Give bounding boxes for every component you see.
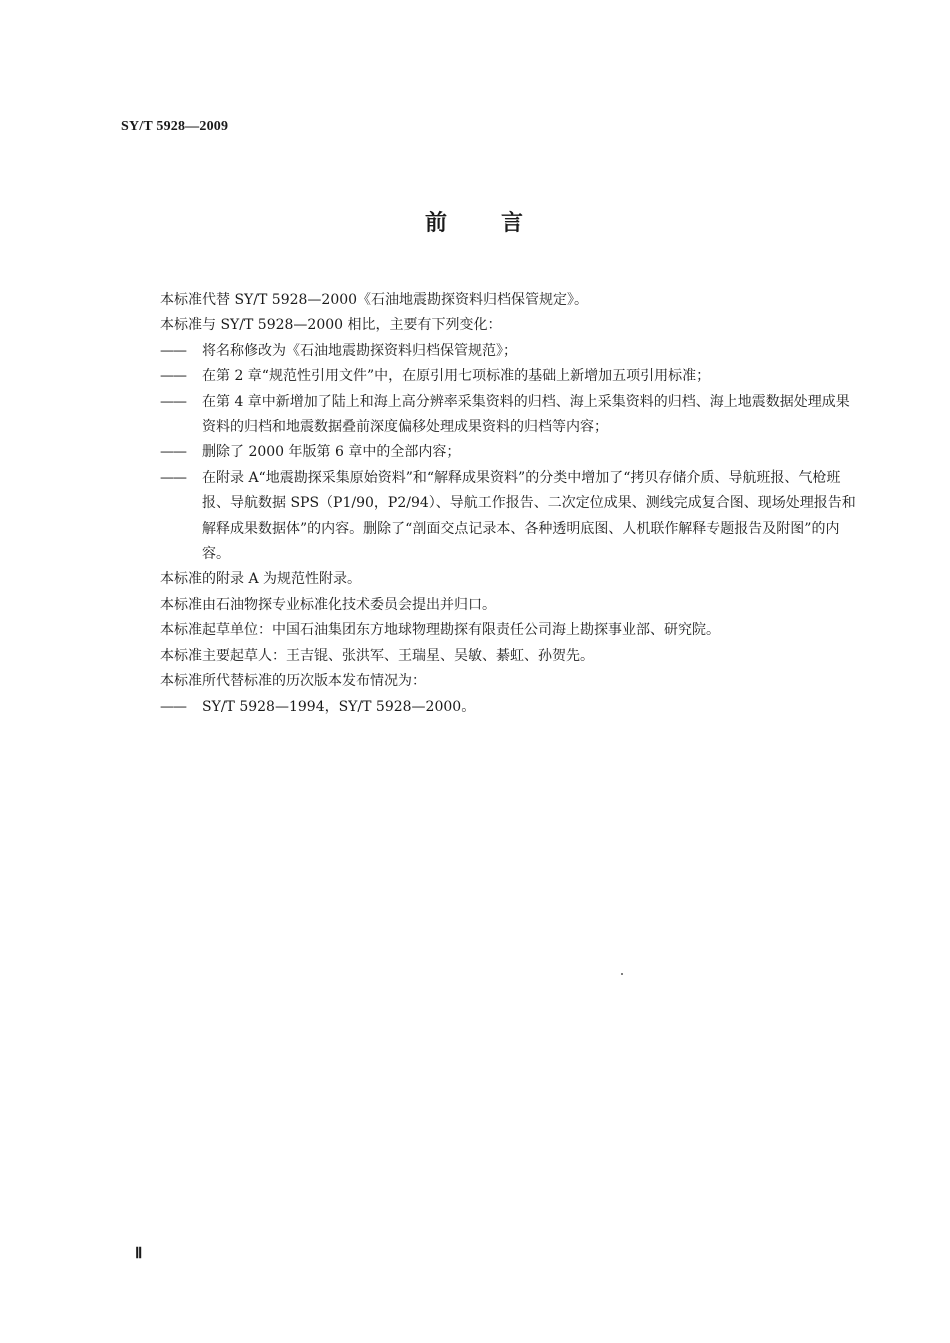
list-item-text: 在第 4 章中新增加了陆上和海上高分辨率采集资料的归档、海上采集资料的归档、海上地震数据处理成果资料的归档和地震数据叠前深度偏移处理成果资料的归档等内容； — [202, 393, 850, 436]
title-char-1: 前 — [424, 211, 449, 236]
paragraph-drafting-unit: 本标准起草单位：中国石油集团东方地球物理勘探有限责任公司海上勘探事业部、研究院。 — [160, 622, 720, 639]
dash-marker: —— — [160, 698, 186, 715]
list-item-references — [160, 364, 860, 389]
paragraph-changes-intro: 本标准与 SY/T 5928—2000 相比，主要有下列变化： — [160, 317, 502, 334]
list-item-text: 将名称修改为《石油地震勘探资料归档保管规范》； — [202, 342, 517, 359]
page-number: Ⅱ — [135, 1246, 143, 1262]
dash-marker: —— — [160, 368, 186, 385]
title-char-2: 言 — [501, 211, 526, 236]
dash-marker: —— — [160, 469, 186, 486]
paragraph-replaces: 本标准代替 SY/T 5928—2000《石油地震勘探资料归档保管规定》。 — [160, 292, 589, 308]
foreword-body — [160, 288, 860, 720]
list-item-appendix-a — [160, 466, 860, 568]
list-item-chapter-4 — [160, 390, 860, 441]
scan-speck — [621, 973, 623, 975]
dash-marker: —— — [160, 393, 186, 410]
list-item-text: 在第 2 章“规范性引用文件”中，在原引用七项标准的基础上新增加五项引用标准； — [202, 368, 711, 385]
dash-marker: —— — [160, 342, 186, 359]
list-item-text: 删除了 2000 年版第 6 章中的全部内容； — [202, 444, 461, 461]
paragraph-appendix: 本标准的附录 A 为规范性附录。 — [160, 571, 362, 588]
paragraph-proposer: 本标准由石油物探专业标准化技术委员会提出并归口。 — [160, 596, 496, 613]
list-item-text: SY/T 5928—1994，SY/T 5928—2000。 — [202, 698, 476, 715]
paragraph-drafters: 本标准主要起草人：王吉锟、张洪军、王瑞星、吴敏、綦虹、孙贺先。 — [160, 647, 594, 664]
list-item-chapter-6 — [160, 440, 860, 465]
list-item-text: 在附录 A“地震勘探采集原始资料”和“解释成果资料”的分类中增加了“拷贝存储介质、导航班报、气枪班报、导航数据 SPS（P1/90，P2/94）、导航工作报告、二次定位成果、测线完成复合图、现场处理报告和解释成果数据体”的内容。删除了“剖面交点记录本、各种透明底图、人机联作解释专题报告及附图”的内容。 — [202, 469, 856, 563]
standard-code: SY/T 5928—2009 — [121, 119, 229, 134]
page-title — [0, 206, 950, 237]
list-item-rename — [160, 339, 860, 364]
dash-marker: —— — [160, 444, 186, 461]
list-item-history — [160, 695, 860, 720]
paragraph-history-intro: 本标准所代替标准的历次版本发布情况为： — [160, 673, 426, 690]
